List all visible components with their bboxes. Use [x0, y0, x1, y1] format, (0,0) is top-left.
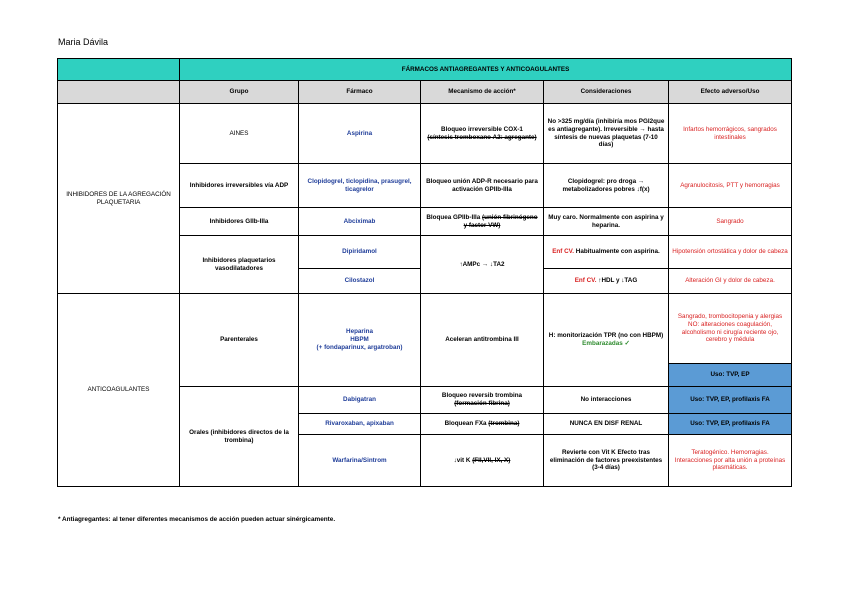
header-blank-cell: [58, 59, 180, 81]
group-parenterales: Parenterales: [180, 294, 299, 387]
mech-dabigatran: [421, 387, 544, 414]
header-grupo: Grupo: [180, 81, 299, 104]
mech-aspirina-struck: (síntesis tromboxano A2: agregante): [427, 133, 537, 141]
mech-dabigatran-struck: (formación fibrina): [454, 400, 510, 407]
effect-cilostazol: Alteración GI y dolor de cabeza.: [669, 269, 792, 294]
cons-heparina-main: H: monitorización TPR (no con HBPM): [548, 332, 664, 340]
mech-rivaroxaban: [421, 414, 544, 435]
mech-heparina: Aceleran antitrombina III: [421, 294, 544, 387]
use-heparina: Uso: TVP, EP: [669, 364, 792, 387]
cons-cilostazol-prefix: Enf CV.: [574, 277, 597, 285]
cons-aspirina: No >325 mg/día (inhibiría mos PGI2que es antiagregante). Irreversible → hasta síntesis de nuevas plaquetas (7-10 días): [544, 104, 669, 164]
effect-dipiridamol: Hipotensión ortostática y dolor de cabeza: [669, 236, 792, 269]
mech-aspirina: [421, 104, 544, 164]
drug-warfarina: Warfarina/Sintrom: [299, 435, 421, 487]
mech-gp-main: Bloquea GPIIb-IIIa: [426, 213, 481, 221]
effect-abciximab: Sangrado: [669, 208, 792, 236]
group-gp: Inhibidores GIIb-IIIa: [180, 208, 299, 236]
header-efecto: Efecto adverso/Uso: [669, 81, 792, 104]
cons-cilostazol-rest: ↑HDL y ↓TAG: [598, 277, 638, 285]
effect-aspirina: Infartos hemorrágicos, sangrados intestinales: [669, 104, 792, 164]
effect-heparina-line2: NO: alteraciones coagulación, alcoholismo ni cirugía reciente ojo, cerebro y médula: [681, 320, 779, 344]
use-rivaroxaban: Uso: TVP, EP, profilaxis FA: [669, 414, 792, 435]
footnote: * Antiagregantes: al tener diferentes mecanismos de acción pueden actuar sinérgicamente.: [58, 516, 336, 523]
cons-heparina-embarazo: Embarazadas ✓: [582, 340, 630, 347]
mech-warfarina: [421, 435, 544, 487]
drug-clopidogrel: Clopidogrel, ticlopidina, prasugrel, ticagrelor: [299, 164, 421, 208]
drug-cilostazol: Cilostazol: [299, 269, 421, 294]
drug-table: [57, 58, 792, 487]
use-dabigatran: Uso: TVP, EP, profilaxis FA: [669, 387, 792, 414]
cons-heparina: [544, 294, 669, 387]
mech-aspirina-main: Bloqueo irreversible COX-1: [441, 125, 523, 133]
group-adp: Inhibidores irreversibles vía ADP: [180, 164, 299, 208]
drug-heparina-name: Heparina: [346, 328, 373, 336]
mech-rivaroxaban-struck: (trombina): [488, 420, 520, 428]
header-consideraciones: Consideraciones: [544, 81, 669, 104]
cons-dabigatran: No interacciones: [544, 387, 669, 414]
drug-rivaroxaban: Rivaroxaban, apixaban: [299, 414, 421, 435]
drug-heparina: [299, 294, 421, 387]
cons-clopidogrel: Clopidogrel: pro droga → metabolizadores pobres ↓f(x): [544, 164, 669, 208]
mech-adp: Bloqueo unión ADP-R necesario para activación GPIIb-IIIa: [421, 164, 544, 208]
cons-dipiridamol-rest: Habitualmente con aspirina.: [575, 248, 660, 256]
cons-cilostazol: [544, 269, 669, 294]
mech-dabigatran-main: Bloqueo reversib trombina: [441, 392, 523, 400]
drug-dipiridamol: Dipiridamol: [299, 236, 421, 269]
cons-dipiridamol: [544, 236, 669, 269]
group-aines: AINES: [180, 104, 299, 164]
category-anticoagulantes: ANTICOAGULANTES: [58, 294, 180, 487]
cons-warfarina: Revierte con Vit K Efecto tras eliminación de factores preexistentes (3-4 días): [544, 435, 669, 487]
group-vasodilatadores: Inhibidores plaquetarios vasodilatadores: [180, 236, 299, 294]
author-name: Maria Dávila: [58, 37, 109, 47]
group-orales: Orales (inhibidores directos de la trombina): [180, 387, 299, 487]
drug-abciximab: Abciximab: [299, 208, 421, 236]
cons-dipiridamol-prefix: Enf CV.: [552, 248, 575, 256]
mech-gp: [421, 208, 544, 236]
header-empty: [58, 81, 180, 104]
effect-heparina: [669, 294, 792, 364]
cons-rivaroxaban: NUNCA EN DISF RENAL: [544, 414, 669, 435]
mech-gp-struck: (unión fibrinógeno y factor VW): [463, 213, 538, 229]
drug-heparina-extra: (+ fondaparinux, argatroban): [316, 343, 403, 351]
drug-dabigatran: Dabigatran: [299, 387, 421, 414]
effect-clopidogrel: Agranulocitosis, PTT y hemorragias: [669, 164, 792, 208]
header-mecanismo: Mecanismo de acción*: [421, 81, 544, 104]
drug-aspirina: Aspirina: [299, 104, 421, 164]
effect-heparina-line1: Sangrado, trombocitopenia y alergias: [677, 312, 783, 320]
mech-warfarina-main: ↓vit K: [453, 456, 471, 464]
cons-abciximab: Muy caro. Normalmente con aspirina y heparina.: [544, 208, 669, 236]
mech-vasodilatadores: ↑AMPc → ↓TA2: [421, 236, 544, 294]
drug-hbpm-name: HBPM: [350, 336, 369, 344]
header-farmaco: Fármaco: [299, 81, 421, 104]
mech-warfarina-struck: (FII,VII, IX, X): [472, 456, 511, 464]
category-antiagregantes: INHIBIDORES DE LA AGREGACIÓN PLAQUETARIA: [58, 104, 180, 294]
table-title: FÁRMACOS ANTIAGREGANTES Y ANTICOAGULANTES: [180, 59, 792, 81]
effect-warfarina: Teratogénico. Hemorragias. Interacciones por alta unión a proteínas plasmáticas.: [669, 435, 792, 487]
mech-rivaroxaban-main: Bloquean FXa: [444, 420, 487, 428]
